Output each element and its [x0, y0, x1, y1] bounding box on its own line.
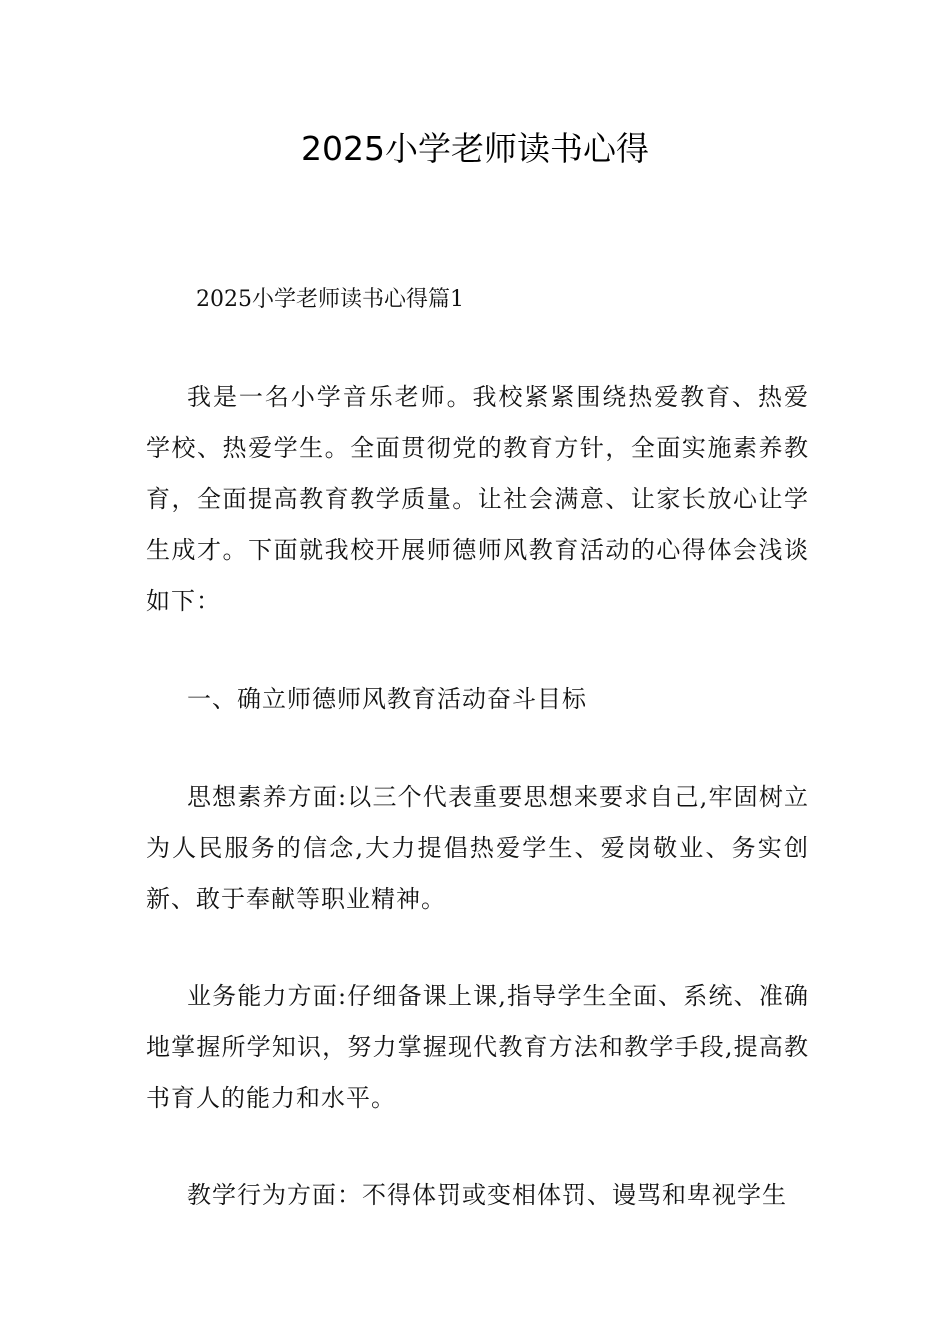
- document-title: 2025小学老师读书心得: [301, 129, 649, 168]
- document-subtitle: 2025小学老师读书心得篇1: [196, 287, 464, 312]
- paragraph-ideology: 思想素养方面:以三个代表重要思想来要求自己,牢固树立为人民服务的信念,大力提倡热爱学生、爱岗敬业、务实创新、敢于奉献等职业精神。: [146, 783, 809, 913]
- paragraph-behavior: 教学行为方面：不得体罚或变相体罚、谩骂和卑视学生: [187, 1181, 787, 1209]
- paragraph-intro: 我是一名小学音乐老师。我校紧紧围绕热爱教育、热爱学校、热爱学生。全面贯彻党的教育方针，全面实施素养教育，全面提高教育教学质量。让社会满意、让家长放心让学生成才。下面就我校开展师德师风教育活动的心得体会浅谈如下：: [146, 383, 809, 615]
- paragraph-ability: 业务能力方面:仔细备课上课,指导学生全面、系统、准确地掌握所学知识，努力掌握现代教育方法和教学手段,提高教书育人的能力和水平。: [146, 982, 809, 1112]
- section-heading: 一、确立师德师风教育活动奋斗目标: [187, 685, 587, 713]
